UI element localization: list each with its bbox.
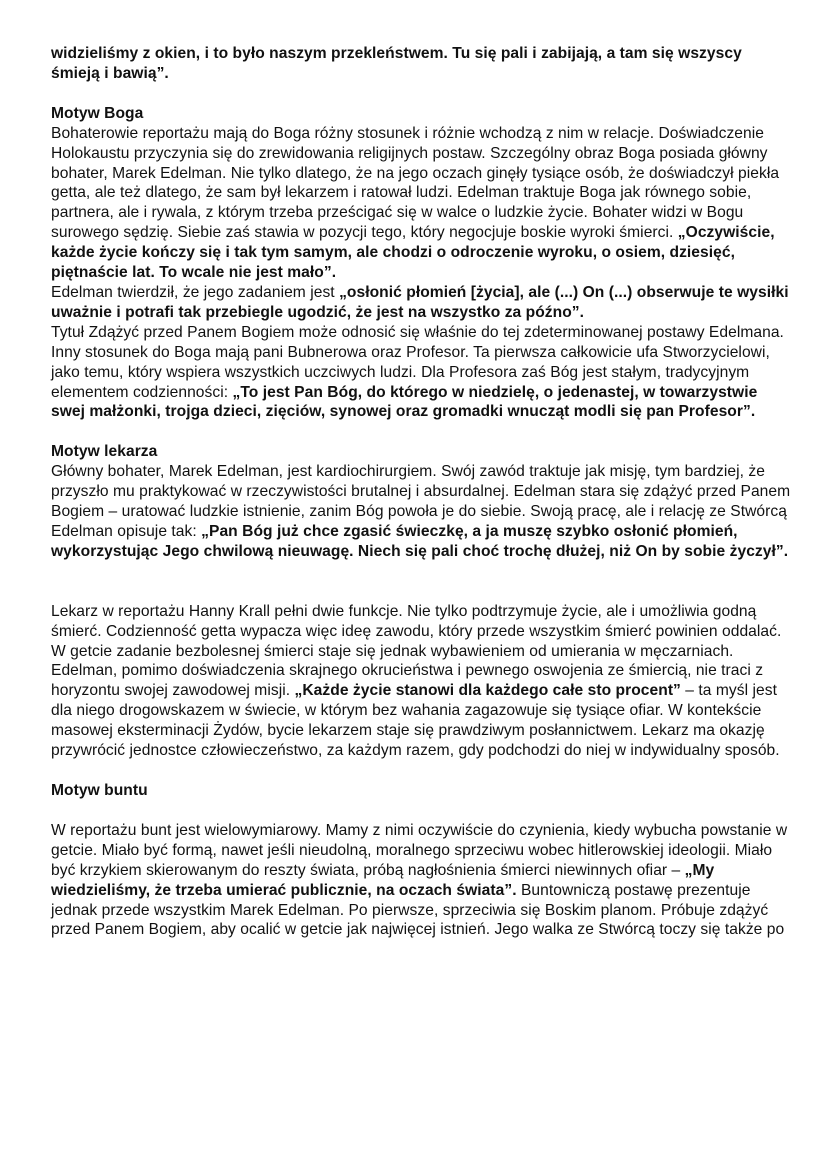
lekarza-paragraph-2: Lekarz w reportażu Hanny Krall pełni dwie funkcje. Nie tylko podtrzymuje życie, ale i umożliwia godną śmierć. Codzienność getta wypacza więc ideę zawodu, który przede wszystkim śmierć powinien oddalać. W getcie zadanie bezbolesnej śmierci staje się jednak wybawieniem od umierania w męczarniach. Edelman, pomimo doświadczenia skrajnego okrucieństwa i pewnego oswojenia ze śmiercią, nie traci z horyzontu swojej zawodowej misji. „Każde życie stanowi dla każdego całe sto procent” – ta myśl jest dla niego drogowskazem w świecie, w którym bez wahania zagazowuje się tysiące ofiar. W kontekście masowej eksterminacji Żydów, bycie lekarzem staje się prawdziwym posłannictwem. Lekarz ma okazję przywrócić jednostce człowieczeństwo, za każdym razem, gdy podchodzi do niej w indywidualny sposób.	[51, 602, 782, 760]
boga-paragraph-3: Tytuł Zdążyć przed Panem Bogiem może odnosić się właśnie do tej zdeterminowanej postawy Edelmana.	[51, 323, 784, 341]
document-page	[51, 44, 791, 940]
intro-quote	[51, 44, 791, 84]
heading-motyw-boga: Motyw Boga	[51, 104, 144, 122]
heading-motyw-buntu: Motyw buntu	[51, 782, 148, 799]
buntu-paragraph-1: W reportażu bunt jest wielowymiarowy. Mamy z nimi oczywiście do czynienia, kiedy wybucha powstanie w getcie. Miało być formą, nawet jeśli nieudolną, moralnego sprzeciwu wobec hitlerowskiej ideologii. Miało być krzykiem skierowanym do reszty świata, próbą nagłośnienia śmierci niewinnych ofiar – „My wiedzieliśmy, że trzeba umierać publicznie, na oczach świata”. Buntowniczą postawę prezentuje jednak przede wszystkim Marek Edelman. Po pierwsze, sprzeciwia się Boskim planom. Próbuje zdążyć przed Panem Bogiem, aby ocalić w getcie jak najwięcej istnień. Jego walka ze Stwórcą toczy się także po	[51, 821, 788, 939]
boga-paragraph-1: Bohaterowie reportażu mają do Boga różny stosunek i różnie wchodzą z nim w relacje. Doświadczenie Holokaustu przyczynia się do zrewidowania religijnych postaw. Szczególny obraz Boga posiada główny bohater, Marek Edelman. Nie tylko dlatego, że na jego oczach ginęły tysiące osób, że doświadczył piekła getta, ale też dlatego, że sam był lekarzem i ratował ludzi. Edelman traktuje Boga jak równego sobie, partnera, ale i rywala, z którym trzeba prześcigać się w walce o ludzkie życie. Bohater widzi w Bogu surowego sędzię. Siebie zaś stawia w pozycji tego, który negocjuje boskie wyroki śmierci. „Oczywiście, każde życie kończy się i tak tym samym, ale chodzi o odroczenie wyroku, o osiem, dziesięć, piętnaście lat. To wcale nie jest mało”.	[51, 124, 780, 282]
lekarza-paragraph-1: Główny bohater, Marek Edelman, jest kardiochirurgiem. Swój zawód traktuje jak misję, tym bardziej, że przyszło mu praktykować w rzeczywistości brutalnej i absurdalnej. Edelman stara się zdążyć przed Panem Bogiem – uratować ludzkie istnienie, zanim Bóg powoła je do siebie. Swoją pracę, ale i relację ze Stwórcą Edelman opisuje tak: „Pan Bóg już chce zgasić świeczkę, a ja muszę szybko osłonić płomień, wykorzystując Jego chwilową nieuwagę. Niech się pali choć trochę dłużej, niż On by sobie życzył”.	[51, 463, 791, 560]
heading-motyw-lekarza: Motyw lekarza	[51, 443, 158, 461]
intro-quote-bold: widzieliśmy z okien, i to było naszym przekleństwem. Tu się pali i zabijają, a tam się wszyscy śmieją i bawią”.	[51, 45, 742, 82]
boga-paragraph-4: Inny stosunek do Boga mają pani Bubnerowa oraz Profesor. Ta pierwsza całkowicie ufa Stworzycielowi, jako temu, który wspiera wszystkich uczciwych ludzi. Dla Profesora zaś Bóg jest stałym, tradycyjnym elementem codzienności: „To jest Pan Bóg, do którego w niedzielę, o jedenastej, w towarzystwie swej małżonki, trojga dzieci, zięciów, synowej oraz gromadki wnucząt modli się pan Profesor”.	[51, 343, 770, 421]
boga-paragraph-2: Edelman twierdził, że jego zadaniem jest „osłonić płomień [życia], ale (...) On (...) obserwuje te wysiłki uważnie i potrafi tak przebiegle ugodzić, że jest na wszystko za późno”.	[51, 283, 789, 321]
